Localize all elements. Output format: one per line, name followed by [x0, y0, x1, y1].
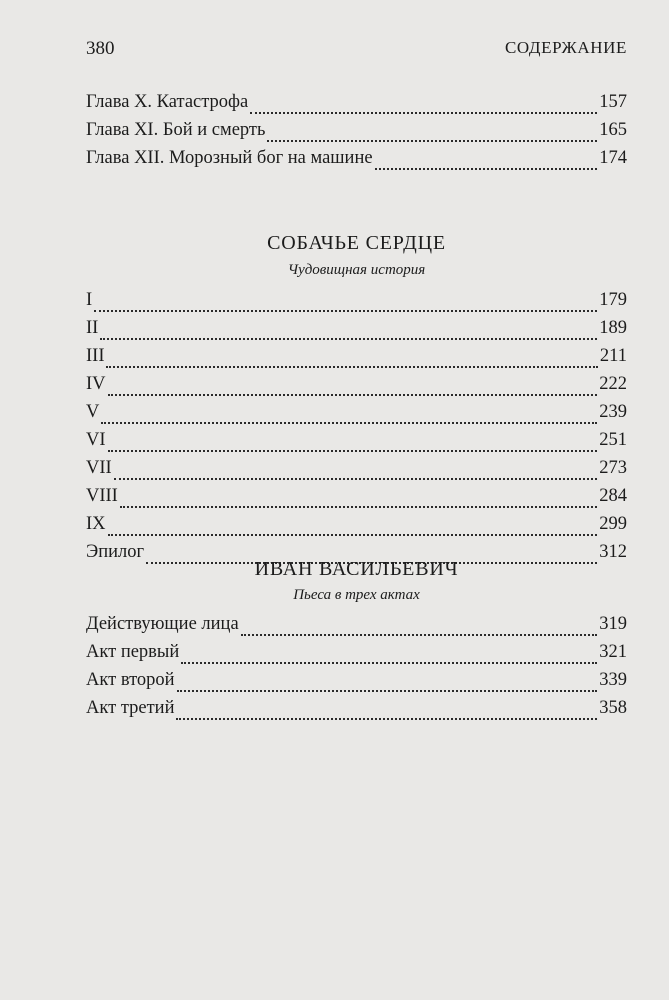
toc-entry-page: 239 — [599, 402, 627, 422]
toc-entry — [86, 514, 627, 542]
leader-dots — [108, 394, 598, 396]
toc-entry-label: VII — [86, 458, 112, 478]
toc-entry — [86, 148, 627, 176]
leader-dots — [106, 366, 597, 368]
toc-entry-label: II — [86, 318, 99, 338]
leader-dots — [100, 338, 597, 340]
section-title-dog-heart: СОБАЧЬЕ СЕРДЦЕ — [267, 232, 446, 254]
toc-entry-page: 189 — [599, 318, 627, 338]
leader-dots — [241, 634, 598, 636]
toc-entry-label: VIII — [86, 486, 118, 506]
toc-entry-page: 211 — [599, 346, 627, 366]
toc-entry-label: Глава X. Катастрофа — [86, 92, 249, 112]
leader-dots — [101, 422, 597, 424]
toc-entry — [86, 430, 627, 458]
leader-dots — [108, 450, 598, 452]
toc-entry — [86, 486, 627, 514]
leader-dots — [108, 534, 598, 536]
toc-entry — [86, 92, 627, 120]
section-subtitle-ivan-vasilievich: Пьеса в трех актах — [293, 587, 420, 603]
toc-entry-label: Акт третий — [86, 698, 175, 718]
toc-entry — [86, 120, 627, 148]
toc-entry — [86, 670, 627, 698]
toc-entry-label: IX — [86, 514, 106, 534]
toc-entry — [86, 614, 627, 642]
toc-entry — [86, 402, 627, 430]
leader-dots — [267, 140, 597, 142]
toc-ivan-vasilievich — [86, 614, 627, 726]
leader-dots — [375, 168, 598, 170]
toc-entry — [86, 642, 627, 670]
toc-entry-page: 319 — [599, 614, 627, 634]
page-number: 380 — [86, 38, 115, 59]
toc-entry-page: 179 — [599, 290, 627, 310]
toc-dog-heart — [86, 290, 627, 570]
toc-entry — [86, 346, 627, 374]
toc-entry-page: 339 — [599, 670, 627, 690]
toc-entry-page: 321 — [599, 642, 627, 662]
toc-entry-page: 222 — [599, 374, 627, 394]
toc-entry-page: 273 — [599, 458, 627, 478]
toc-entry-page: 251 — [599, 430, 627, 450]
section-subtitle-dog-heart: Чудовищная история — [287, 262, 426, 278]
leader-dots — [94, 310, 597, 312]
leader-dots — [120, 506, 597, 508]
leader-dots — [181, 662, 597, 664]
toc-entry — [86, 698, 627, 726]
toc-entry-page: 299 — [599, 514, 627, 534]
toc-entry — [86, 458, 627, 486]
section-title-ivan-vasilievich: ИВАН ВАСИЛЬЕВИЧ — [254, 558, 459, 580]
toc-entry-page: 358 — [599, 698, 627, 718]
toc-entry — [86, 318, 627, 346]
toc-entry-label: Глава XII. Морозный бог на машине — [86, 148, 373, 168]
toc-entry-label: Глава XI. Бой и смерть — [86, 120, 266, 140]
toc-continuation — [86, 92, 627, 176]
toc-entry-page: 284 — [599, 486, 627, 506]
toc-entry-label: Эпилог — [86, 542, 145, 562]
toc-entry-page: 312 — [599, 542, 627, 562]
toc-entry-label: I — [86, 290, 93, 310]
toc-entry-label: Действующие лица — [86, 614, 239, 634]
toc-entry-label: Акт первый — [86, 642, 180, 662]
leader-dots — [176, 718, 597, 720]
toc-entry-page: 174 — [599, 148, 627, 168]
leader-dots — [114, 478, 598, 480]
toc-entry-label: V — [86, 402, 100, 422]
toc-entry-page: 165 — [599, 120, 627, 140]
toc-entry-label: VI — [86, 430, 106, 450]
toc-entry-label: Акт второй — [86, 670, 175, 690]
running-title: СОДЕРЖАНИЕ — [504, 38, 627, 57]
toc-entry-label: IV — [86, 374, 106, 394]
toc-entry-page: 157 — [599, 92, 627, 112]
leader-dots — [250, 112, 597, 114]
toc-entry — [86, 290, 627, 318]
toc-entry-label: III — [86, 346, 105, 366]
leader-dots — [177, 690, 598, 692]
page-header — [86, 38, 627, 68]
toc-entry — [86, 374, 627, 402]
